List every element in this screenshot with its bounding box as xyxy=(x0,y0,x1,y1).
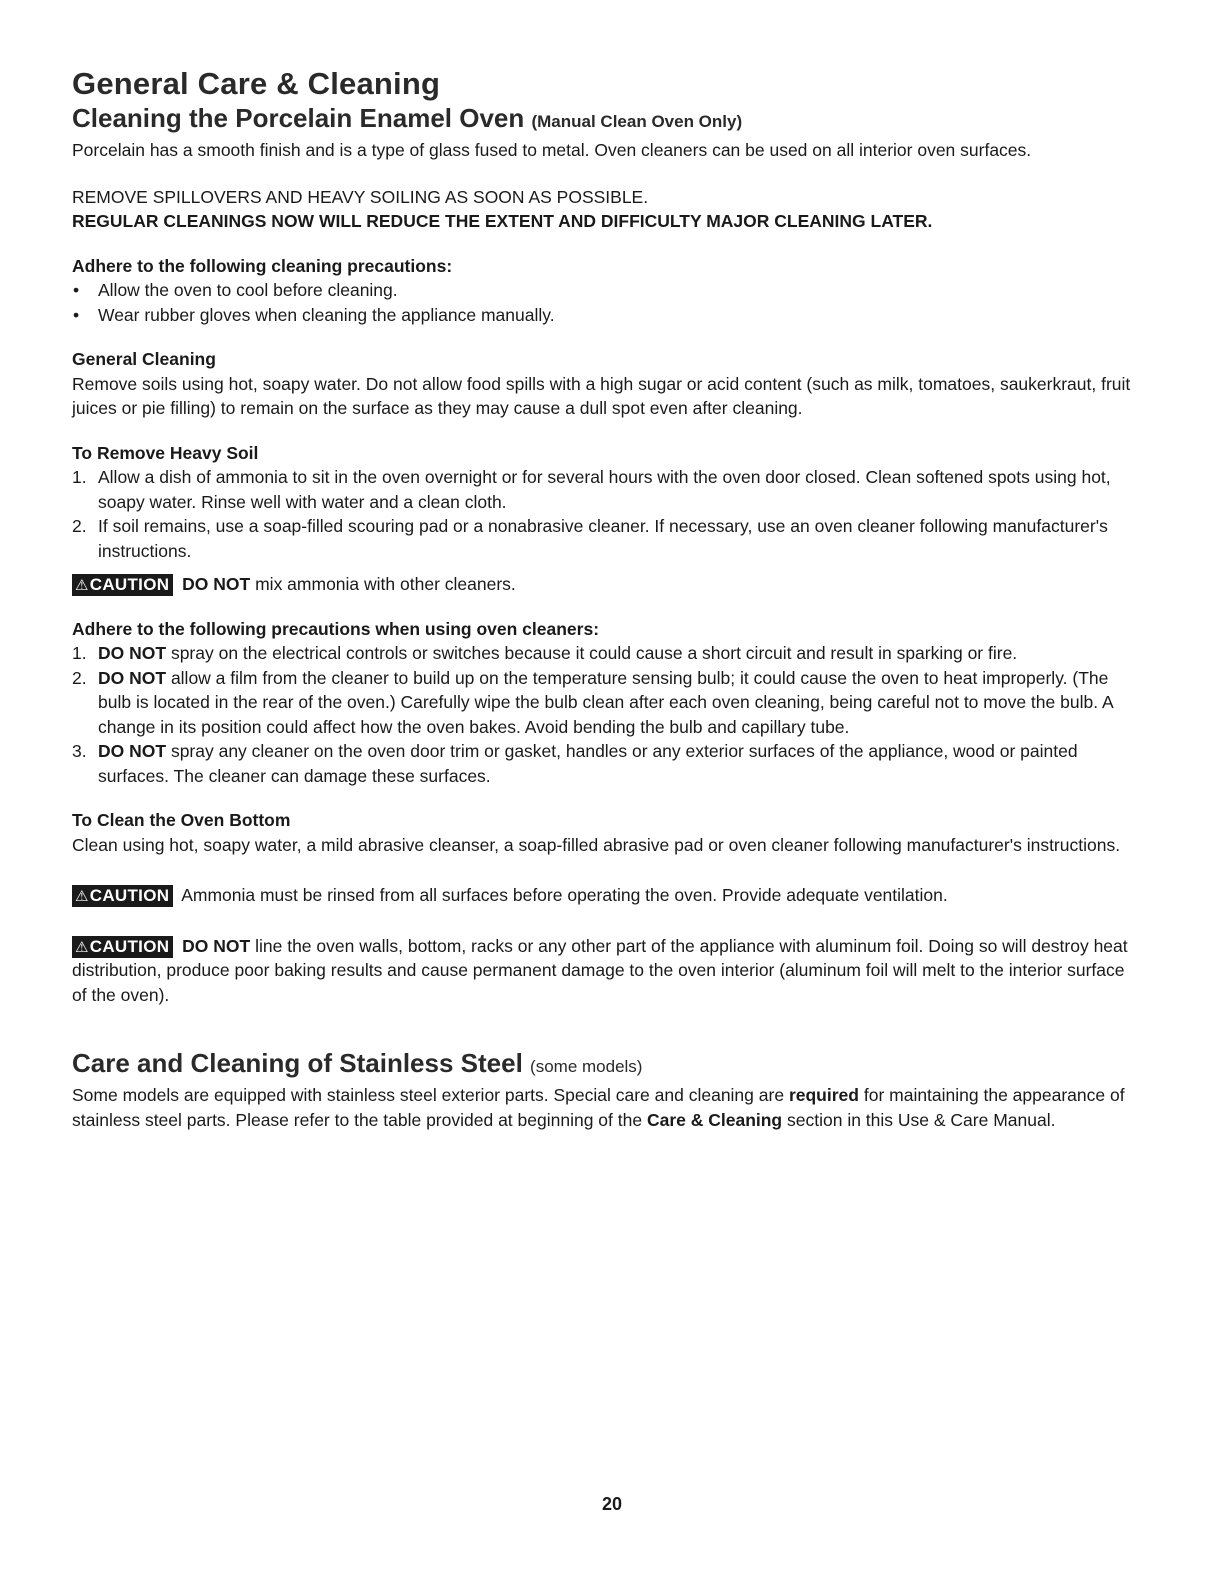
warning-triangle-icon: ⚠ xyxy=(75,888,89,905)
caution-label: CAUTION xyxy=(89,886,170,905)
caps-line: REMOVE SPILLOVERS AND HEAVY SOILING AS SOON AS POSSIBLE. xyxy=(72,186,649,207)
page-title: General Care & Cleaning xyxy=(72,66,441,101)
list-item xyxy=(72,465,1132,514)
page-content xyxy=(72,66,1132,1132)
bold-text: Care & Cleaning xyxy=(646,1109,783,1130)
general-cleaning-text: Remove soils using hot, soapy water. Do not allow food spills with a high sugar or acid content (such as milk, tomatoes, saukerkraut, fruit juices or pie filling) to remain on the surface as they may cause a dull spot even after cleaning. xyxy=(72,373,1131,418)
step-bold: DO NOT xyxy=(98,667,167,688)
step-number: 2. xyxy=(72,667,87,688)
caution-text: Ammonia must be rinsed from all surfaces before operating the oven. Provide adequate ventilation. xyxy=(181,885,948,905)
section-heading-note: (Manual Clean Oven Only) xyxy=(531,112,743,131)
oven-bottom-text: Clean using hot, soapy water, a mild abrasive cleanser, a soap-filled abrasive pad or oven cleaner following manufacturer's instructions. xyxy=(72,834,1121,855)
list-item xyxy=(72,739,1132,788)
step-number: 1. xyxy=(72,643,87,663)
oven-cleaner-heading: Adhere to the following precautions when using oven cleaners: xyxy=(72,618,600,639)
caution-aluminum-foil xyxy=(72,934,1132,1008)
precautions-list xyxy=(72,278,1132,327)
caps-bold-line: REGULAR CLEANINGS NOW WILL REDUCE THE EXTENT AND DIFFICULTY MAJOR CLEANING LATER. xyxy=(72,211,933,231)
section-heading-text: Cleaning the Porcelain Enamel Oven xyxy=(72,103,525,133)
list-item: • Allow the oven to cool before cleaning. xyxy=(72,278,1132,303)
intro-paragraph: Porcelain has a smooth finish and is a type of glass fused to metal. Oven cleaners can be used on all interior oven surfaces. xyxy=(72,140,1032,160)
list-item xyxy=(72,666,1132,740)
step-number: 2. xyxy=(72,516,87,536)
step-number: 3. xyxy=(72,741,87,761)
section-heading-text: Care and Cleaning of Stainless Steel xyxy=(72,1048,523,1078)
caution-badge xyxy=(72,885,173,907)
step-text: Allow a dish of ammonia to sit in the oven overnight or for several hours with the oven door closed. Clean softened spots using hot, soapy water. Rinse well with water and a clean cloth. xyxy=(98,467,1111,512)
step-number: 1. xyxy=(72,467,87,487)
list-item: • Wear rubber gloves when cleaning the appliance manually. xyxy=(72,303,1132,328)
paragraph-text: section in this Use & Care Manual. xyxy=(787,1109,1056,1130)
list-item xyxy=(72,641,1132,666)
page-number: 20 xyxy=(601,1494,623,1514)
step-bold: DO NOT xyxy=(98,643,167,663)
heavy-soil-heading: To Remove Heavy Soil xyxy=(72,442,259,463)
section-heading-note: (some models) xyxy=(530,1057,643,1076)
step-bold: DO NOT xyxy=(98,741,167,761)
heavy-soil-steps xyxy=(72,465,1132,563)
step-text: spray any cleaner on the oven door trim or gasket, handles or any exterior surfaces of the appliance, wood or painted surfaces. The cleaner can damage these surfaces. xyxy=(98,741,1078,786)
caution-label: CAUTION xyxy=(89,575,170,594)
general-cleaning-heading: General Cleaning xyxy=(72,349,216,369)
precautions-heading: Adhere to the following cleaning precautions: xyxy=(72,255,453,276)
section-heading-porcelain xyxy=(72,102,1132,138)
step-text: spray on the electrical controls or switches because it could cause a short circuit and result in sparking or fire. xyxy=(170,643,1018,663)
paragraph-text: for maintaining the appearance of stainless steel parts. Please refer to the table provided at beginning of the xyxy=(72,1085,1125,1130)
warning-triangle-icon: ⚠ xyxy=(75,577,89,594)
caution-text: mix ammonia with other cleaners. xyxy=(255,574,516,594)
warning-triangle-icon: ⚠ xyxy=(75,938,89,956)
stainless-paragraph xyxy=(72,1083,1132,1132)
section-heading-stainless xyxy=(72,1047,1132,1083)
caution-ammonia-rinse xyxy=(72,883,1132,908)
paragraph-text: Some models are equipped with stainless steel exterior parts. Special care and cleaning are xyxy=(72,1085,785,1105)
caution-badge xyxy=(72,936,173,958)
caution-label: CAUTION xyxy=(89,936,170,956)
oven-cleaner-steps xyxy=(72,641,1132,788)
caution-bold: DO NOT xyxy=(182,574,251,594)
oven-bottom-heading: To Clean the Oven Bottom xyxy=(72,810,291,830)
caution-badge xyxy=(72,574,173,596)
step-text: allow a film from the cleaner to build up on the temperature sensing bulb; it could cause the oven to heat improperly. (The bulb is located in the rear of the oven.) Carefully wipe the bulb clean after each oven cleaning, being careful not to move the bulb. A change in its position could affect how the oven bakes. Avoid bending the bulb and capillary tube. xyxy=(98,667,1113,737)
caution-text: line the oven walls, bottom, racks or any other part of the appliance with aluminum foil. Doing so will destroy heat distribution, produce poor baking results and cause permanent damage to the oven interior (aluminum foil will melt to the interior surface of the oven). xyxy=(72,935,1128,1005)
list-item xyxy=(72,514,1132,563)
caution-bold: DO NOT xyxy=(182,935,251,956)
caution-ammonia-mix xyxy=(72,572,1132,597)
step-text: If soil remains, use a soap-filled scouring pad or a nonabrasive cleaner. If necessary, use an oven cleaner following manufacturer's instructions. xyxy=(98,516,1108,561)
bold-text: required xyxy=(788,1085,859,1105)
